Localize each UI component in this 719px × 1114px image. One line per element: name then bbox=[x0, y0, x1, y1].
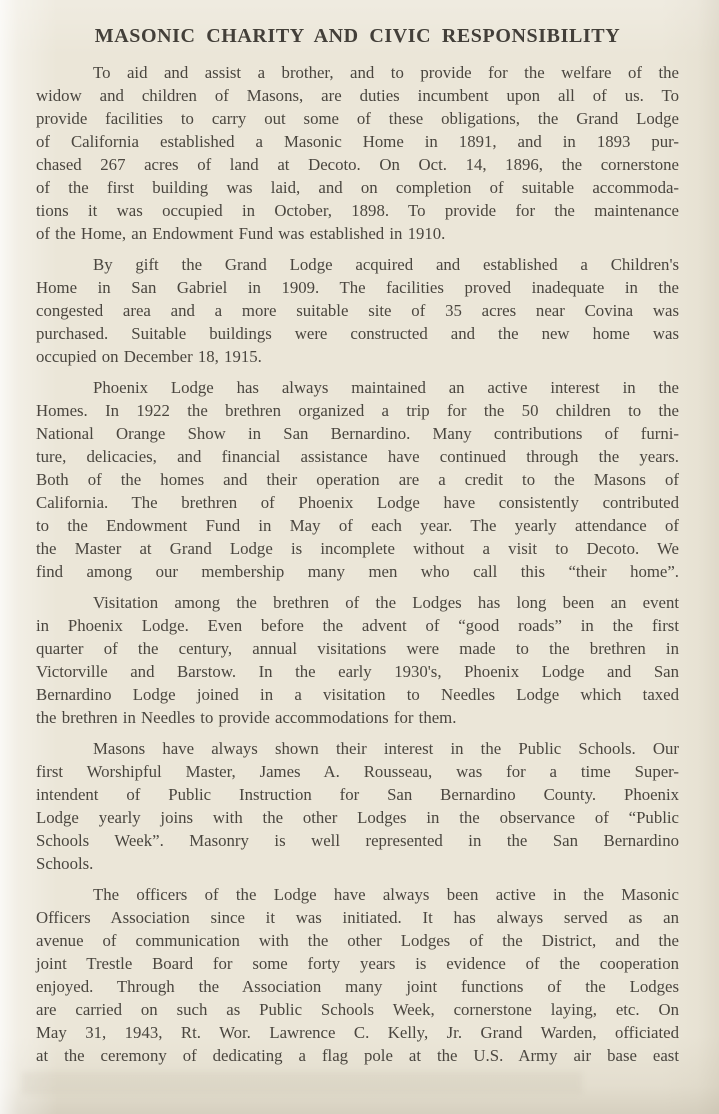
text-line: chased 267 acres of land at Decoto. On Oct. 14, 1896, the cornerstone bbox=[36, 155, 679, 174]
text-line: Schools Week”. Masonry is well represented in the San Bernardino bbox=[36, 831, 679, 850]
paragraph bbox=[36, 376, 679, 583]
text-line: of the first building was laid, and on completion of suitable accommoda- bbox=[36, 178, 679, 197]
text-line: National Orange Show in San Bernardino. Many contributions of furni- bbox=[36, 424, 679, 443]
text-line: tions it was occupied in October, 1898. To provide for the maintenance bbox=[36, 201, 679, 220]
text-line: Victorville and Barstow. In the early 1930's, Phoenix Lodge and San bbox=[36, 662, 679, 681]
text-line: May 31, 1943, Rt. Wor. Lawrence C. Kelly, Jr. Grand Warden, officiated bbox=[36, 1023, 679, 1042]
text-line: Masons have always shown their interest in the Public Schools. Our bbox=[93, 739, 679, 758]
text-line: occupied on December 18, 1915. bbox=[36, 347, 262, 366]
text-line: By gift the Grand Lodge acquired and established a Children's bbox=[93, 255, 679, 274]
text-line: enjoyed. Through the Association many joint functions of the Lodges bbox=[36, 977, 679, 996]
text-line: Officers Association since it was initiated. It has always served as an bbox=[36, 908, 679, 927]
page-title: MASONIC CHARITY AND CIVIC RESPONSIBILITY bbox=[94, 25, 621, 47]
text-line: ture, delicacies, and financial assistance have continued through the years. bbox=[36, 447, 679, 466]
text-line: To aid and assist a brother, and to provide for the welfare of the bbox=[93, 63, 679, 82]
text-line: congested area and a more suitable site of 35 acres near Covina was bbox=[36, 301, 679, 320]
text-line: Both of the homes and their operation are a credit to the Masons of bbox=[36, 470, 679, 489]
text-line: the Master at Grand Lodge is incomplete without a visit to Decoto. We bbox=[36, 539, 679, 558]
paragraph bbox=[36, 591, 679, 729]
text-line: Home in San Gabriel in 1909. The facilities proved inadequate in the bbox=[36, 278, 679, 297]
text-line: purchased. Suitable buildings were constructed and the new home was bbox=[36, 324, 679, 343]
text-line: Lodge yearly joins with the other Lodges in the observance of “Public bbox=[36, 808, 679, 827]
text-line: avenue of communication with the other Lodges of the District, and the bbox=[36, 931, 679, 950]
text-line: quarter of the century, annual visitations were made to the brethren in bbox=[36, 639, 679, 658]
paragraph bbox=[36, 61, 679, 245]
text-line: Homes. In 1922 the brethren organized a trip for the 50 children to the bbox=[36, 401, 679, 420]
text-line: provide facilities to carry out some of these obligations, the Grand Lodge bbox=[36, 109, 679, 128]
text-line: intendent of Public Instruction for San Bernardino County. Phoenix bbox=[36, 785, 679, 804]
text-line: joint Trestle Board for some forty years is evidence of the cooperation bbox=[36, 954, 679, 973]
text-line: Bernardino Lodge joined in a visitation to Needles Lodge which taxed bbox=[36, 685, 679, 704]
paragraph bbox=[36, 253, 679, 368]
text-line: at the ceremony of dedicating a flag pole at the U.S. Army air base east bbox=[36, 1046, 679, 1065]
scan-artifact-band bbox=[22, 1072, 582, 1094]
text-line: widow and children of Masons, are duties incumbent upon all of us. To bbox=[36, 86, 679, 105]
text-line: are carried on such as Public Schools Week, cornerstone laying, etc. On bbox=[36, 1000, 679, 1019]
text-line: the brethren in Needles to provide accommodations for them. bbox=[36, 708, 457, 727]
document-body bbox=[36, 61, 679, 1067]
text-line: Phoenix Lodge has always maintained an active interest in the bbox=[93, 378, 679, 397]
paragraph bbox=[36, 883, 679, 1067]
text-line: find among our membership many men who call this “their home”. bbox=[36, 562, 679, 581]
text-line: Schools. bbox=[36, 854, 94, 873]
text-line: The officers of the Lodge have always been active in the Masonic bbox=[93, 885, 679, 904]
text-line: in Phoenix Lodge. Even before the advent of “good roads” in the first bbox=[36, 616, 679, 635]
text-line: California. The brethren of Phoenix Lodge have consistently contributed bbox=[36, 493, 679, 512]
text-line: Visitation among the brethren of the Lodges has long been an event bbox=[93, 593, 679, 612]
text-line: of the Home, an Endowment Fund was established in 1910. bbox=[36, 224, 446, 243]
text-line: to the Endowment Fund in May of each year. The yearly attendance of bbox=[36, 516, 679, 535]
paragraph bbox=[36, 737, 679, 875]
text-line: first Worshipful Master, James A. Rousseau, was for a time Super- bbox=[36, 762, 679, 781]
text-line: of California established a Masonic Home in 1891, and in 1893 pur- bbox=[36, 132, 679, 151]
